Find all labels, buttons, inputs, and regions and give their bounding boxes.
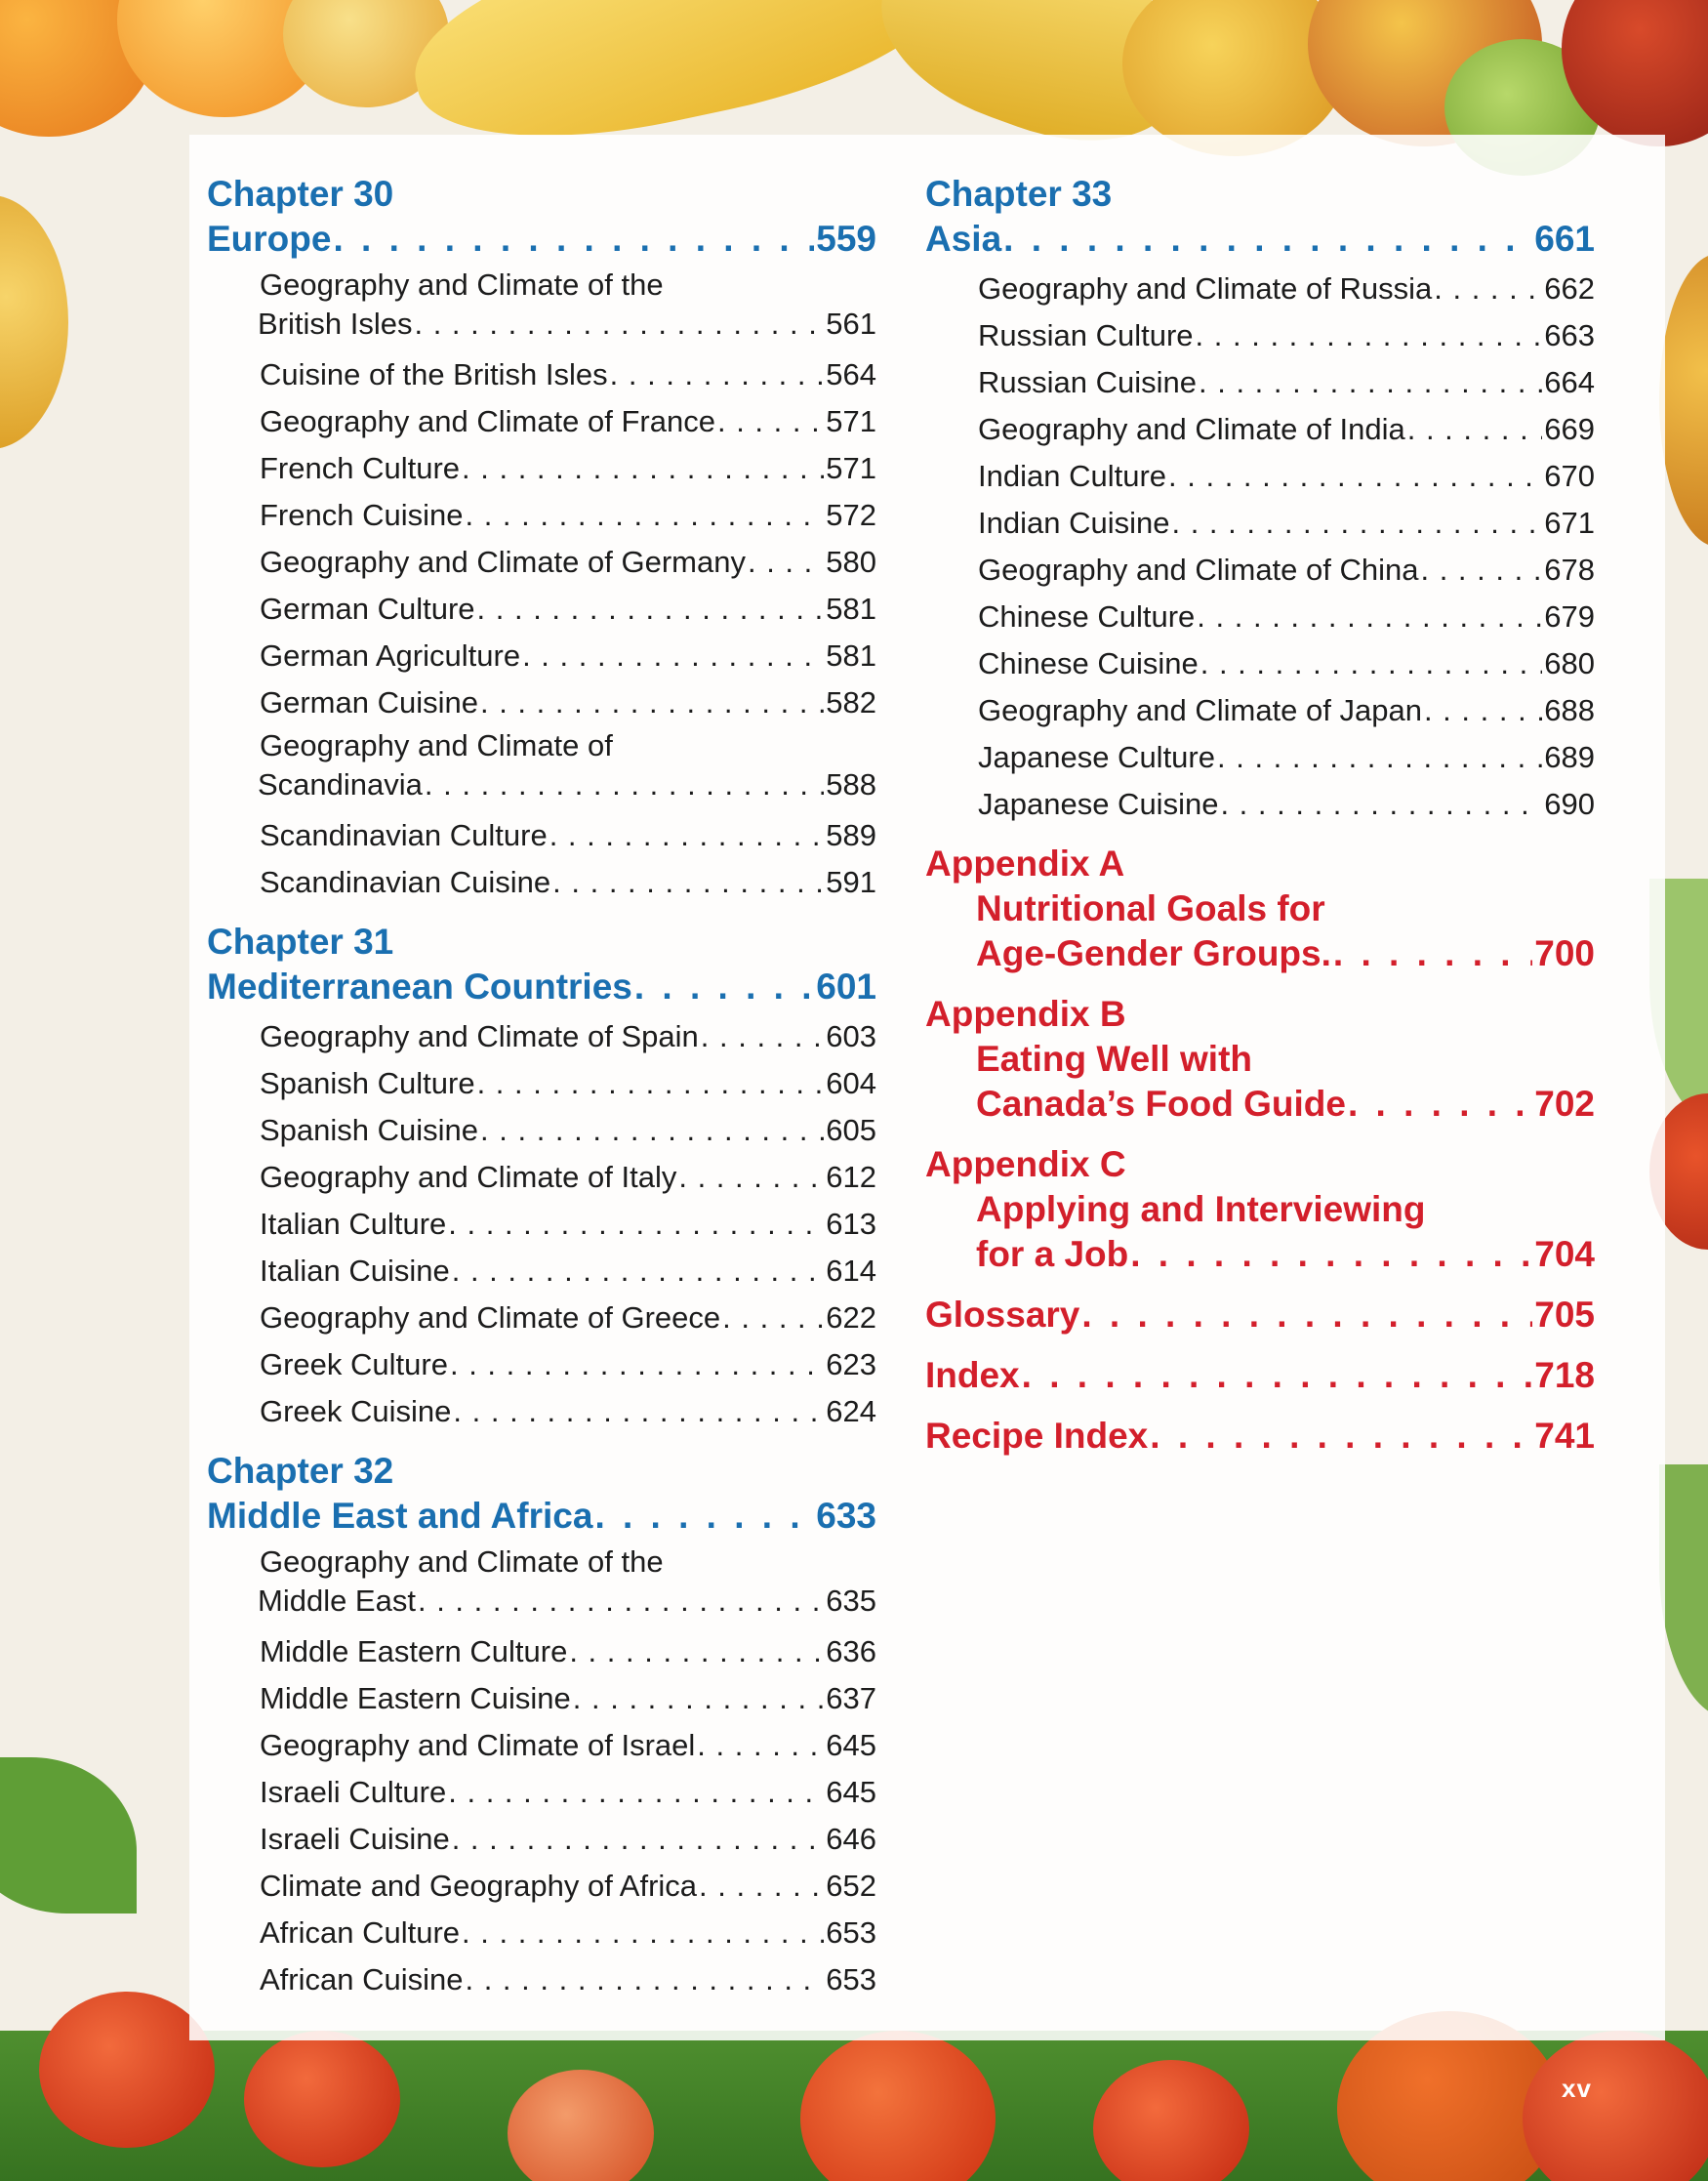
dot-leader: [522, 633, 824, 679]
entry-first-line: Geography and Climate of the: [260, 1544, 664, 1579]
toc-entry[interactable]: [260, 1060, 876, 1107]
dot-leader: [1434, 266, 1542, 312]
entry-title: Geography and Climate of France: [260, 404, 715, 438]
appendix-page: 704: [1534, 1234, 1595, 1274]
entry-title: French Culture: [260, 451, 461, 485]
appendix-title-row[interactable]: [976, 1232, 1595, 1277]
appendix-title-line: Eating Well with: [976, 1039, 1252, 1079]
entry-title: African Culture: [260, 1915, 461, 1950]
dot-leader: [634, 965, 814, 1009]
toc-entry[interactable]: [258, 305, 876, 344]
appendix-title-line: Applying and Interviewing: [976, 1189, 1426, 1229]
chapter-label: Chapter 32: [207, 1451, 394, 1491]
chapter-title: Mediterranean Countries: [207, 967, 632, 1007]
entry-title: Geography and Climate of Germany: [260, 545, 746, 579]
glossary: [925, 1293, 1595, 1337]
chapter-title-row[interactable]: [207, 965, 876, 1009]
entry-title: Chinese Culture: [978, 599, 1196, 634]
entry-page: 589: [826, 818, 876, 852]
index-page: 718: [1534, 1355, 1595, 1395]
entry-title: Japanese Culture: [978, 740, 1215, 774]
toc-entry[interactable]: [260, 1013, 876, 1060]
entry-page: 652: [826, 1869, 876, 1903]
toc-entry[interactable]: [978, 312, 1595, 359]
appendix-title-row[interactable]: [976, 931, 1595, 976]
entry-title: Indian Culture: [978, 459, 1167, 493]
toc-entry[interactable]: [260, 859, 876, 906]
glossary-row[interactable]: [925, 1293, 1595, 1337]
entry-page: 603: [826, 1019, 876, 1053]
toc-entry[interactable]: [978, 406, 1595, 453]
entry-title: Russian Cuisine: [978, 365, 1197, 399]
dot-leader: [594, 1494, 814, 1539]
dot-leader: [722, 1295, 824, 1341]
entry-title: Geography and Climate of Italy: [260, 1160, 677, 1194]
dot-leader: [1022, 1353, 1533, 1398]
toc-entry[interactable]: [260, 1107, 876, 1154]
entry-title: Russian Culture: [978, 318, 1194, 352]
entry-page: 670: [1544, 459, 1595, 493]
dot-leader: [1220, 781, 1542, 828]
toc-entry[interactable]: [258, 765, 876, 804]
dot-leader: [1197, 594, 1542, 640]
entry-page: 646: [826, 1822, 876, 1856]
toc-entry[interactable]: [260, 539, 876, 586]
toc-entry[interactable]: [260, 1816, 876, 1863]
dot-leader: [414, 305, 824, 344]
entry-title: Geography and Climate of India: [978, 412, 1405, 446]
entry-page: 624: [826, 1394, 876, 1428]
entry-page: 635: [826, 1584, 876, 1618]
entry-title: Geography and Climate of Greece: [260, 1300, 721, 1335]
dot-leader: [1407, 406, 1543, 453]
chapter-label: Chapter 31: [207, 922, 394, 962]
chapter-entries: [978, 266, 1595, 828]
dot-leader: [462, 1910, 824, 1956]
entry-title: Israeli Culture: [260, 1775, 447, 1809]
dot-leader: [1081, 1293, 1532, 1337]
entry-title: Greek Cuisine: [260, 1394, 452, 1428]
entry-page: 614: [826, 1254, 876, 1288]
dot-leader: [569, 1628, 824, 1675]
glossary-title: Glossary: [925, 1295, 1080, 1335]
index-title: Index: [925, 1355, 1020, 1395]
entry-page: 564: [826, 357, 876, 391]
chapter-title: Asia: [925, 219, 1002, 259]
dot-leader: [1420, 547, 1542, 594]
chapter-31: [207, 920, 876, 1435]
dot-leader: [1171, 500, 1542, 547]
dot-leader: [552, 859, 824, 906]
entry-title: African Cuisine: [260, 1962, 464, 1996]
entry-page: 571: [826, 404, 876, 438]
dot-leader: [1424, 687, 1542, 734]
toc-entry[interactable]: [978, 547, 1595, 594]
appendix-a: [925, 842, 1595, 976]
entry-page: 671: [1544, 506, 1595, 540]
dot-leader: [1003, 217, 1532, 262]
dot-leader: [418, 1582, 824, 1621]
toc-entry[interactable]: [260, 1769, 876, 1816]
toc-entry[interactable]: [978, 781, 1595, 828]
dot-leader: [1333, 931, 1532, 976]
entry-title: Scandinavian Cuisine: [260, 865, 551, 899]
toc-entry[interactable]: [260, 1295, 876, 1341]
toc-entry[interactable]: [978, 266, 1595, 312]
entry-page: 645: [826, 1728, 876, 1762]
glossary-page: 705: [1534, 1295, 1595, 1335]
entry-title: German Cuisine: [260, 685, 478, 720]
chapter-page: 601: [816, 967, 876, 1007]
toc-entry[interactable]: [978, 359, 1595, 406]
page-number: xv: [1562, 2074, 1592, 2103]
entry-page: 582: [826, 685, 876, 720]
entry-page: 653: [826, 1962, 876, 1996]
dot-leader: [448, 1201, 824, 1248]
entry-page: 679: [1544, 599, 1595, 634]
recipe-index-title: Recipe Index: [925, 1416, 1149, 1456]
appendix-page: 700: [1534, 933, 1595, 973]
entry-title: Geography and Climate of Japan: [978, 693, 1422, 727]
chapter-30: [207, 172, 876, 906]
dot-leader: [333, 217, 814, 262]
appendix-label: Appendix A: [925, 844, 1125, 884]
entry-page: 637: [826, 1681, 876, 1715]
table-of-contents-panel: [189, 135, 1665, 2040]
recipe-index-page: 741: [1534, 1416, 1595, 1456]
entry-page: 591: [826, 865, 876, 899]
toc-entry[interactable]: [260, 586, 876, 633]
entry-title: Climate and Geography of Africa: [260, 1869, 698, 1903]
dot-leader: [452, 1248, 825, 1295]
dot-leader: [701, 1013, 824, 1060]
toc-entry[interactable]: [978, 594, 1595, 640]
chapter-page: 633: [816, 1496, 876, 1536]
appendix-title-row[interactable]: [976, 1082, 1595, 1127]
entry-title: Spanish Culture: [260, 1066, 475, 1100]
entry-page: 688: [1544, 693, 1595, 727]
dot-leader: [1196, 312, 1543, 359]
appendix-title: for a Job: [976, 1234, 1129, 1274]
entry-title: Cuisine of the British Isles: [260, 357, 608, 391]
entry-title: Chinese Cuisine: [978, 646, 1199, 680]
appendix-title: Canada’s Food Guide: [976, 1084, 1346, 1124]
toc-entry[interactable]: [260, 1154, 876, 1201]
dot-leader: [678, 1154, 824, 1201]
entry-page: 636: [826, 1634, 876, 1668]
entry-page: 653: [826, 1915, 876, 1950]
entry-first-line: Geography and Climate of the: [260, 267, 664, 302]
entry-page: 612: [826, 1160, 876, 1194]
dot-leader: [1199, 359, 1542, 406]
entry-page: 605: [826, 1113, 876, 1147]
toc-entry[interactable]: [260, 398, 876, 445]
entry-page: 662: [1544, 271, 1595, 306]
recipe-index-row[interactable]: [925, 1414, 1595, 1459]
dot-leader: [477, 586, 825, 633]
appendix-title-line: Nutritional Goals for: [976, 888, 1325, 928]
dot-leader: [450, 1341, 824, 1388]
entry-title: German Agriculture: [260, 638, 521, 673]
toc-entry[interactable]: [978, 640, 1595, 687]
appendix-b: [925, 992, 1595, 1127]
appendix-label: Appendix B: [925, 994, 1126, 1034]
dot-leader: [1348, 1082, 1532, 1127]
entry-first-line: Geography and Climate of: [260, 728, 613, 762]
dot-leader: [1217, 734, 1542, 781]
toc-entry[interactable]: [258, 1582, 876, 1621]
chapter-label: Chapter 30: [207, 174, 394, 214]
entry-title: Greek Culture: [260, 1347, 448, 1381]
entry-title: Middle Eastern Culture: [260, 1634, 568, 1668]
entry-title: Middle Eastern Cuisine: [260, 1681, 571, 1715]
chapter-page: 559: [816, 219, 876, 259]
dot-leader: [1168, 453, 1542, 500]
entry-page: 623: [826, 1347, 876, 1381]
dot-leader: [699, 1863, 824, 1910]
toc-entry[interactable]: [260, 1722, 876, 1769]
entry-page: 690: [1544, 787, 1595, 821]
dot-leader: [425, 765, 824, 804]
toc-entry[interactable]: [978, 500, 1595, 547]
toc-entry[interactable]: [260, 679, 876, 726]
entry-page: 622: [826, 1300, 876, 1335]
dot-leader: [477, 1060, 825, 1107]
entry-page: 613: [826, 1207, 876, 1241]
toc-left-column: [207, 172, 876, 2017]
chapter-title: Europe: [207, 219, 332, 259]
entry-page: 581: [826, 638, 876, 673]
entry-page: 664: [1544, 365, 1595, 399]
dot-leader: [717, 398, 824, 445]
toc-right-column: [925, 172, 1595, 1474]
entry-title: Scandinavia: [258, 767, 423, 802]
dot-leader: [697, 1722, 824, 1769]
chapter-33: [925, 172, 1595, 828]
dot-leader: [748, 539, 824, 586]
entry-page: 680: [1544, 646, 1595, 680]
entry-title: British Isles: [258, 307, 413, 341]
chapter-entries: [260, 266, 876, 906]
dot-leader: [1150, 1414, 1532, 1459]
entry-page: 604: [826, 1066, 876, 1100]
toc-entry[interactable]: [978, 453, 1595, 500]
dot-leader: [480, 679, 824, 726]
entry-title: Japanese Cuisine: [978, 787, 1219, 821]
toc-entry[interactable]: [260, 812, 876, 859]
index-row[interactable]: [925, 1353, 1595, 1398]
entry-page: 571: [826, 451, 876, 485]
entry-title: German Culture: [260, 592, 475, 626]
entry-page: 561: [826, 307, 876, 341]
toc-entry[interactable]: [260, 1628, 876, 1675]
entry-page: 669: [1544, 412, 1595, 446]
entry-title: Geography and Climate of China: [978, 553, 1419, 587]
chapter-title-row[interactable]: [207, 1494, 876, 1539]
chapter-title: Middle East and Africa: [207, 1496, 593, 1536]
dot-leader: [465, 492, 824, 539]
toc-entry[interactable]: [260, 492, 876, 539]
dot-leader: [1130, 1232, 1532, 1277]
appendix-page: 702: [1534, 1084, 1595, 1124]
entry-page: 663: [1544, 318, 1595, 352]
entry-page: 645: [826, 1775, 876, 1809]
entry-title: Israeli Cuisine: [260, 1822, 450, 1856]
toc-entry[interactable]: [260, 1863, 876, 1910]
toc-entry[interactable]: [260, 1341, 876, 1388]
toc-entry[interactable]: [260, 1956, 876, 2003]
appendix-c: [925, 1142, 1595, 1277]
toc-entry[interactable]: [260, 351, 876, 398]
toc-entry[interactable]: [260, 1201, 876, 1248]
appendix-label: Appendix C: [925, 1144, 1126, 1184]
dot-leader: [549, 812, 825, 859]
chapter-32: [207, 1449, 876, 2003]
toc-entry[interactable]: [978, 687, 1595, 734]
chapter-page: 661: [1534, 219, 1595, 259]
entry-title: Scandinavian Culture: [260, 818, 548, 852]
entry-page: 588: [826, 767, 876, 802]
toc-entry[interactable]: [260, 1910, 876, 1956]
entry-page: 580: [826, 545, 876, 579]
dot-leader: [448, 1769, 824, 1816]
dot-leader: [453, 1388, 824, 1435]
toc-entry[interactable]: [978, 734, 1595, 781]
toc-entry[interactable]: [260, 1248, 876, 1295]
dot-leader: [1200, 640, 1543, 687]
entry-page: 678: [1544, 553, 1595, 587]
entry-title: Italian Cuisine: [260, 1254, 450, 1288]
entry-title: Italian Culture: [260, 1207, 447, 1241]
entry-title: Geography and Climate of Russia: [978, 271, 1433, 306]
chapter-entries: [260, 1013, 876, 1435]
entry-title: Indian Cuisine: [978, 506, 1170, 540]
chapter-title-row[interactable]: [207, 217, 876, 262]
dot-leader: [480, 1107, 824, 1154]
toc-entry[interactable]: [260, 445, 876, 492]
chapter-label: Chapter 33: [925, 174, 1113, 214]
entry-page: 572: [826, 498, 876, 532]
index: [925, 1353, 1595, 1398]
chapter-title-row[interactable]: [925, 217, 1595, 262]
appendix-title: Age-Gender Groups.: [976, 933, 1331, 973]
dot-leader: [465, 1956, 824, 2003]
toc-entry[interactable]: [260, 1388, 876, 1435]
chapter-entries: [260, 1543, 876, 2003]
toc-entry[interactable]: [260, 633, 876, 679]
dot-leader: [452, 1816, 825, 1863]
entry-page: 581: [826, 592, 876, 626]
dot-leader: [573, 1675, 825, 1722]
toc-entry[interactable]: [260, 1675, 876, 1722]
entry-page: 689: [1544, 740, 1595, 774]
entry-title: Geography and Climate of Spain: [260, 1019, 699, 1053]
entry-title: Spanish Cuisine: [260, 1113, 479, 1147]
entry-title: Middle East: [258, 1584, 416, 1618]
recipe-index: [925, 1414, 1595, 1459]
entry-title: Geography and Climate of Israel: [260, 1728, 696, 1762]
dot-leader: [462, 445, 824, 492]
dot-leader: [610, 351, 825, 398]
entry-title: French Cuisine: [260, 498, 464, 532]
